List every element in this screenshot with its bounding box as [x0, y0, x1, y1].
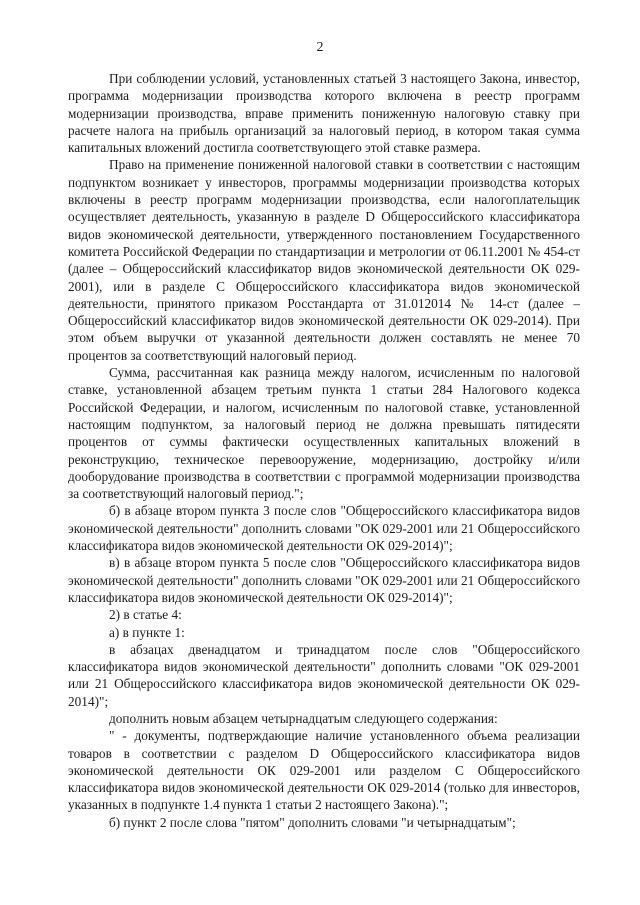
paragraph-add-paragraph-14: дополнить новым абзацем четырнадцатым следующего содержания:: [109, 710, 498, 726]
paragraph-item-a-point-1: а) в пункте 1:: [109, 624, 185, 640]
document-body: [68, 70, 580, 831]
paragraph-item-b-point-3: б) в абзаце втором пункта 3 после слов "Общероссийского классификатора видов экономической деятельности" дополнить словами "ОК 029-2001 или 21 Общероссийского классификатора видов экономической деятельности ОК 029-2014)";: [68, 503, 580, 554]
paragraph-paragraphs-12-13: в абзацах двенадцатом и тринадцатом после слов "Общероссийского классификатора видов экономической деятельности" дополнить словами "ОК 029-2001 или 21 Общероссийского классификатора видов экономической деятельности ОК 029-2014)";: [68, 641, 580, 709]
page-number: 2: [316, 40, 324, 55]
paragraph-documents-quote: " - документы, подтверждающие наличие установленного объема реализации товаров в соответствии с разделом D Общероссийского классификатора видов экономической деятельности ОК 029-2001 или разделом С Общероссийского классификатора видов экономической деятельности ОК 029-2014 (только для инвесторов, указанных в подпункте 1.4 пункта 1 статьи 2 настоящего Закона).";: [68, 728, 580, 813]
paragraph-article-4: 2) в статье 4:: [109, 607, 182, 623]
paragraph-tax-difference-limit: Сумма, рассчитанная как разница между налогом, исчисленным по налоговой ставке, установленной абзацем третьим пункта 1 статьи 284 Налогового кодекса Российской Федерации, и налогом, исчисленным по налоговой ставке, установленной настоящим подпунктом, за налоговый период не должна превышать пятидесяти процентов от суммы фактически осуществленных капитальных вложений в реконструкцию, техническое перевооружение, модернизацию, достройку и/или дооборудование производства в соответствии с программой модернизации производства за соответствующий налоговый период.";: [68, 365, 580, 502]
paragraph-right-to-reduced-rate: Право на применение пониженной налоговой ставки в соответствии с настоящим подпунктом возникает у инвесторов, программы модернизации производства которых включены в реестр программ модернизации производства, если налогоплательщик осуществляет деятельность, указанную в разделе D Общероссийского классификатора видов экономической деятельности, утвержденного постановлением Государственного комитета Российской Федерации по стандартизации и метрологии от 06.11.2001 № 454-ст (далее – Общероссийский классификатор видов экономической деятельности ОК 029-2001), или в разделе С Общероссийского классификатора видов экономической деятельности, принятого приказом Росстандарта от 31.012014 № 14-ст (далее – Общероссийский классификатор видов экономической деятельности ОК 029-2014). При этом объем выручки от указанной деятельности должен составлять не менее 70 процентов за соответствующий налоговый период.: [68, 157, 580, 363]
paragraph-item-v-point-5: в) в абзаце втором пункта 5 после слов "Общероссийского классификатора видов экономической деятельности" дополнить словами "ОК 029-2001 или 21 Общероссийского классификатора видов экономической деятельности ОК 029-2014)";: [68, 555, 580, 605]
paragraph-reduced-rate-conditions: При соблюдении условий, установленных статьей 3 настоящего Закона, инвестор, программа модернизации производства которого включена в реестр программ модернизации производства, вправе применить пониженную налоговую ставку при расчете налога на прибыль организаций за налоговый период, в котором такая сумма капитальных вложений достигла соответствующего этой ставке размера.: [68, 71, 580, 156]
paragraph-item-b-point-2: б) пункт 2 после слова "пятом" дополнить словами "и четырнадцатым";: [109, 814, 516, 830]
